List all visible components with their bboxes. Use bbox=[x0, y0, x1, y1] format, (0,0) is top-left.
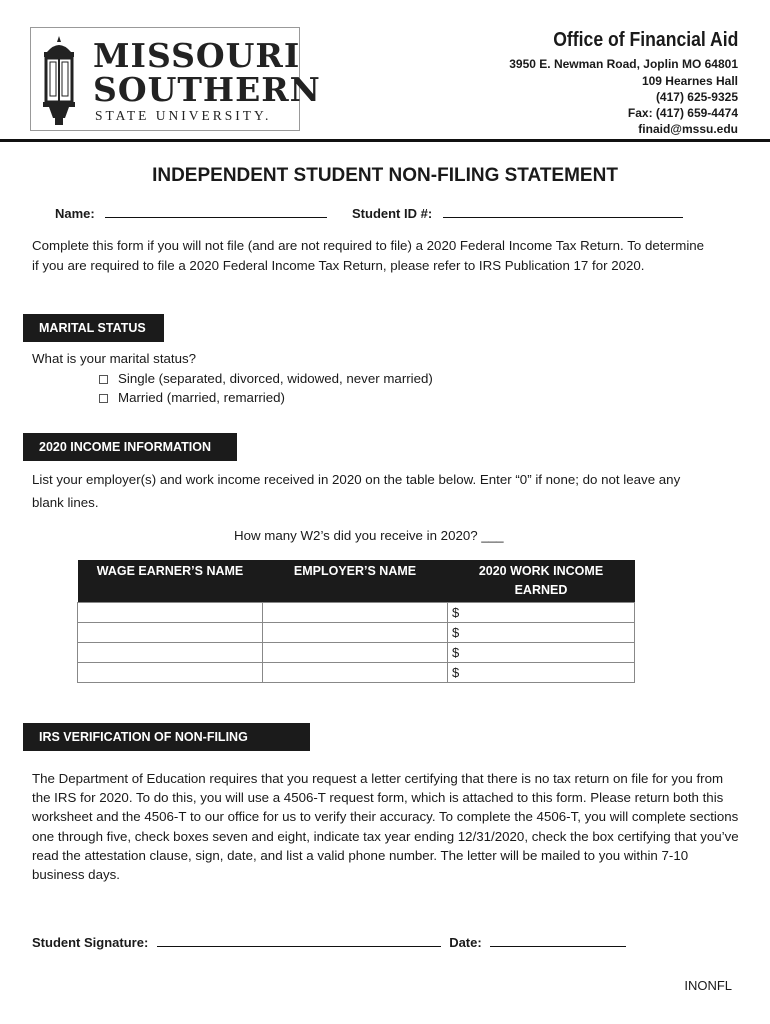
w2-count-question: How many W2’s did you receive in 2020? ___ bbox=[234, 528, 504, 543]
column-header-wage-earner: WAGE EARNER’S NAME bbox=[78, 560, 263, 603]
employer-cell[interactable] bbox=[263, 663, 448, 683]
lantern-icon bbox=[37, 34, 81, 126]
irs-paragraph: The Department of Education requires that you request a letter certifying that there is no tax return on file for you from the IRS for 2020. To do this, you will use a 4506-T request form, which is attached to this form. Please return both this worksheet and the 4506-T to our office for us to verify their accuracy. To complete the 4506-T, you will complete sections one through five, check boxes seven and eight, indicate tax year ending 12/31/2020, check the box certifying that you’ve read the attestation clause, sign, date, and list a valid phone number. The letter will be mailed to you within 7-10 business days. bbox=[32, 771, 739, 883]
page-title: INDEPENDENT STUDENT NON-FILING STATEMENT bbox=[152, 165, 618, 186]
logo-text-missouri: MISSOURI bbox=[93, 36, 301, 75]
employer-cell[interactable] bbox=[263, 603, 448, 623]
name-input-line[interactable] bbox=[105, 205, 327, 218]
table-row bbox=[78, 603, 635, 623]
income-instructions: List your employer(s) and work income received in 2020 on the table below. Enter “0” if none; do not leave any blank lines. bbox=[32, 472, 681, 510]
signature-label: Student Signature: bbox=[32, 935, 149, 950]
student-id-field-row bbox=[352, 205, 683, 223]
wage-earner-cell[interactable] bbox=[78, 603, 263, 623]
employer-cell[interactable] bbox=[263, 623, 448, 643]
checkbox-single[interactable] bbox=[99, 375, 108, 384]
signature-row bbox=[32, 934, 626, 952]
address-street: 3950 E. Newman Road, Joplin MO 64801 bbox=[509, 57, 738, 71]
logo-text-southern: SOUTHERN bbox=[93, 70, 321, 109]
fax-number: Fax: (417) 659-4474 bbox=[627, 106, 738, 120]
logo-text-state-university: STATE UNIVERSITY. bbox=[95, 108, 272, 123]
income-cell[interactable]: $ bbox=[448, 663, 635, 683]
column-header-income: 2020 WORK INCOME EARNED bbox=[448, 560, 635, 603]
date-label: Date: bbox=[449, 935, 482, 950]
phone-number: (417) 625-9325 bbox=[655, 90, 738, 104]
section-header-marital-status: MARITAL STATUS bbox=[23, 314, 164, 342]
office-title: Office of Financial Aid bbox=[552, 29, 738, 51]
email-address[interactable]: finaid@mssu.edu bbox=[638, 122, 738, 136]
marital-question: What is your marital status? bbox=[32, 351, 197, 366]
name-field-row bbox=[55, 205, 327, 223]
table-row bbox=[78, 623, 635, 643]
intro-paragraph: Complete this form if you will not file (and are not required to file) a 2020 Federal Income Tax Return. To determine if you are required to file a 2020 Federal Income Tax Return, please refer to IRS Publication 17 for 2020. bbox=[32, 238, 705, 273]
income-cell[interactable]: $ bbox=[448, 603, 635, 623]
header-divider bbox=[0, 139, 770, 142]
income-table bbox=[77, 560, 635, 683]
column-header-employer: EMPLOYER’S NAME bbox=[263, 560, 448, 603]
student-id-label: Student ID #: bbox=[352, 206, 433, 221]
marital-option-married[interactable] bbox=[99, 388, 285, 408]
wage-earner-cell[interactable] bbox=[78, 643, 263, 663]
university-logo bbox=[30, 27, 321, 131]
wage-earner-cell[interactable] bbox=[78, 623, 263, 643]
section-header-income: 2020 INCOME INFORMATION bbox=[23, 433, 237, 461]
table-row bbox=[78, 643, 635, 663]
table-row bbox=[78, 663, 635, 683]
income-cell[interactable]: $ bbox=[448, 643, 635, 663]
form-code: INONFL bbox=[684, 978, 732, 993]
employer-cell[interactable] bbox=[263, 643, 448, 663]
section-header-irs-verification: IRS VERIFICATION OF NON-FILING LETTER bbox=[23, 723, 310, 751]
checkbox-married[interactable] bbox=[99, 394, 108, 403]
income-cell[interactable]: $ bbox=[448, 623, 635, 643]
option-single-label: Single (separated, divorced, widowed, never married) bbox=[118, 371, 433, 386]
address-hall: 109 Hearnes Hall bbox=[641, 74, 738, 88]
marital-option-single[interactable] bbox=[99, 369, 433, 389]
name-label: Name: bbox=[55, 206, 95, 221]
option-married-label: Married (married, remarried) bbox=[118, 390, 285, 405]
signature-input-line[interactable] bbox=[157, 934, 441, 947]
date-input-line[interactable] bbox=[490, 934, 626, 947]
student-id-input-line[interactable] bbox=[443, 205, 683, 218]
wage-earner-cell[interactable] bbox=[78, 663, 263, 683]
